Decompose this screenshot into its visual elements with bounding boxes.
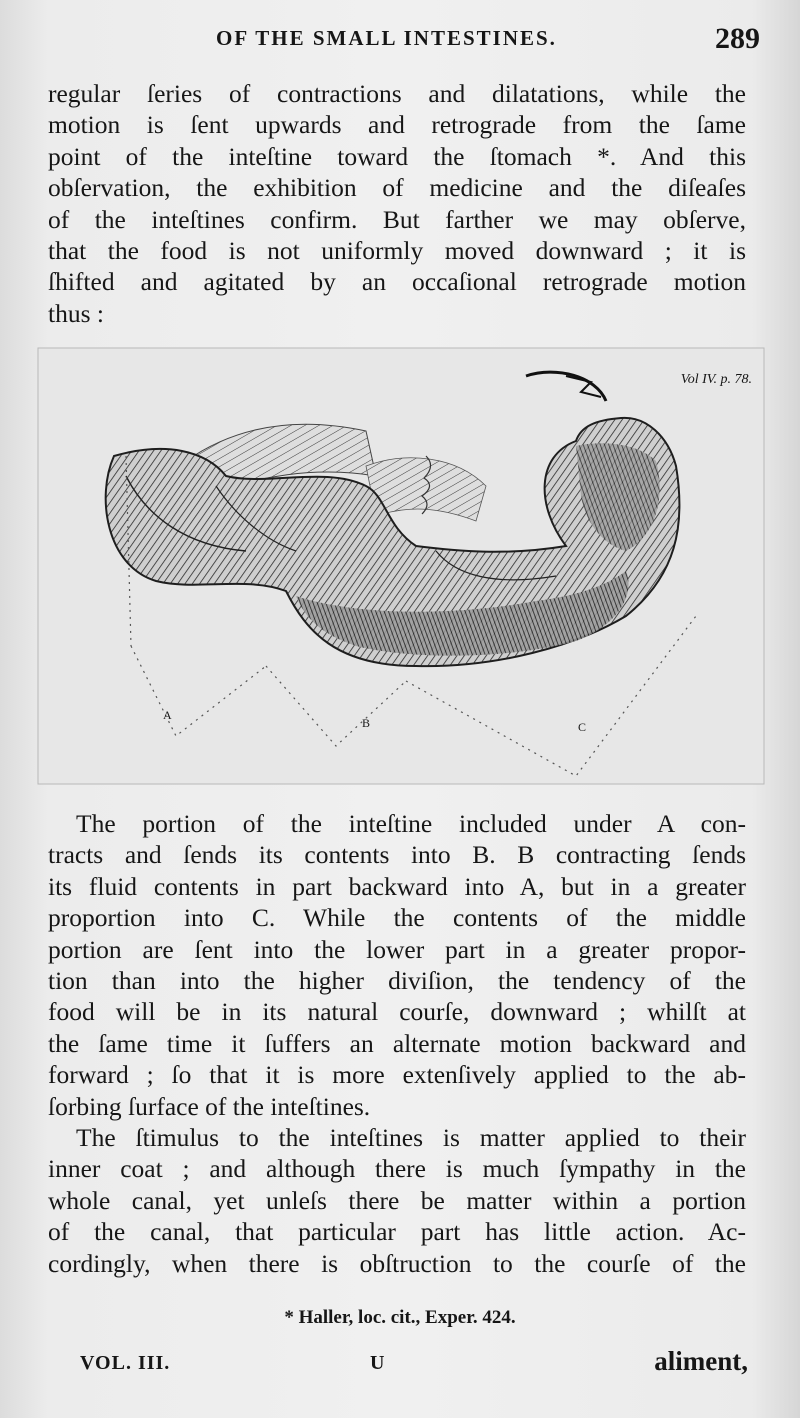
label-c: C: [578, 720, 587, 734]
text-line: regular ſeries of contractions and dilatations, while the: [48, 79, 746, 108]
intestine-illustration: [36, 346, 766, 786]
footnote: * Haller, loc. cit., Exper. 424.: [284, 1307, 516, 1328]
running-head: [48, 22, 760, 58]
text-line: tion than into the higher diviſion, the tendency of the: [48, 966, 746, 996]
text-line: point of the inteſtine toward the ſtomach *. And this: [48, 141, 746, 171]
running-title: OF THE SMALL INTESTINES.: [216, 26, 557, 50]
text-line: portion are ſent into the lower part in a greater propor-: [48, 934, 746, 964]
text-line: tracts and ſends its contents into B. B contracting ſends: [48, 840, 746, 870]
label-b: B: [362, 716, 371, 730]
paragraph-2: [48, 808, 746, 1122]
page-number: 289: [715, 22, 760, 55]
text-line: obſervation, the exhibition of medicine and the diſeaſes: [48, 173, 746, 203]
paragraph-1: [48, 78, 746, 329]
text-line: its fluid contents in part backward into A, but in a greater: [48, 871, 746, 901]
text-line: of the inteſtines confirm. But farther we may obſerve,: [48, 204, 746, 234]
text-line: that the food is not uniformly moved downward ; it is: [48, 236, 746, 266]
label-a: A: [163, 708, 172, 722]
gathering-letter: U: [370, 1352, 385, 1374]
text-line: of the canal, that particular part has little action. Ac-: [48, 1217, 746, 1247]
text-line: thus :: [48, 298, 104, 328]
text-line: forward ; ſo that it is more extenſively applied to the ab-: [48, 1060, 746, 1090]
text-line: food will be in its natural courſe, downward ; whilſt at: [48, 997, 746, 1027]
intestine-engraving: [36, 346, 766, 786]
paragraph-3: [48, 1122, 746, 1279]
text-line: motion is ſent upwards and retrograde from the ſame: [48, 110, 746, 140]
text-line: ſhifted and agitated by an occaſional retrograde motion: [48, 267, 746, 297]
text-line: ſorbing ſurface of the inteſtines.: [48, 1091, 371, 1121]
plate-reference: Vol IV. p. 78.: [680, 372, 752, 387]
text-line: the ſame time it ſuffers an alternate motion backward and: [48, 1028, 746, 1058]
text-line: inner coat ; and although there is much ſympathy in the: [48, 1154, 746, 1184]
catchword: aliment,: [654, 1346, 748, 1376]
text-line: whole canal, yet unleſs there be matter within a portion: [48, 1185, 746, 1215]
text-line: proportion into C. While the contents of the middle: [48, 903, 746, 933]
signature-mark: VOL. III.: [80, 1352, 171, 1374]
text-line: The ſtimulus to the inteſtines is matter applied to their: [76, 1123, 746, 1152]
text-line: The portion of the inteſtine included under A con-: [76, 809, 746, 838]
text-line: cordingly, when there is obſtruction to the courſe of the: [48, 1248, 746, 1278]
